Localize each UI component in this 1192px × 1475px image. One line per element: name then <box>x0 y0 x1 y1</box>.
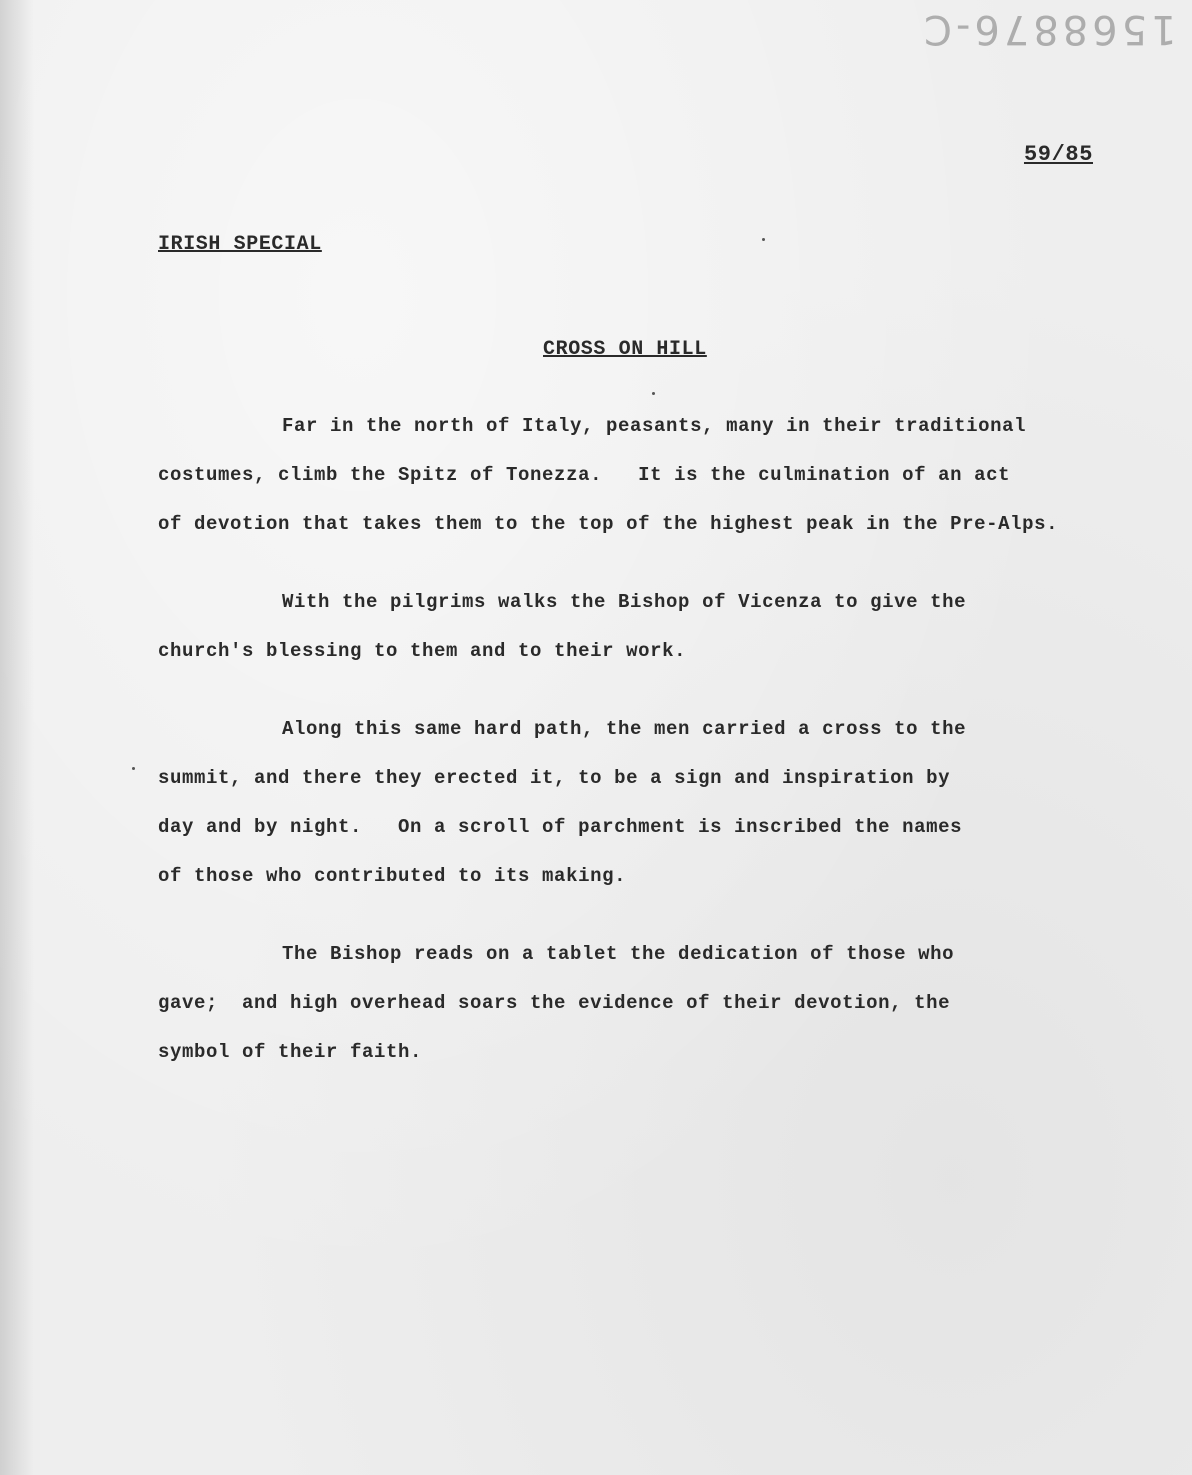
paragraph-line: With the pilgrims walks the Bishop of Vicenza to give the <box>282 591 967 613</box>
stray-dot <box>132 767 135 770</box>
page-reference: 59/85 <box>1023 142 1093 167</box>
paragraph-2 <box>158 578 966 676</box>
paragraph-line: of those who contributed to its making. <box>158 865 627 887</box>
paragraph-line: of devotion that takes them to the top of the highest peak in the Pre-Alps. <box>158 513 1059 535</box>
paragraph-line: costumes, climb the Spitz of Tonezza. It is the culmination of an act <box>158 464 1011 486</box>
paragraph-line: Far in the north of Italy, peasants, many in their traditional <box>282 415 1027 437</box>
paragraph-line: Along this same hard path, the men carried a cross to the <box>282 718 967 740</box>
page-edge-shadow <box>0 0 34 1475</box>
archive-number: 1568876-C <box>920 6 1177 52</box>
paragraph-line: gave; and high overhead soars the evidence of their devotion, the <box>158 992 951 1014</box>
stray-dot <box>652 392 655 395</box>
paragraph-line: The Bishop reads on a tablet the dedication of those who <box>282 943 955 965</box>
paragraph-1 <box>158 402 1058 549</box>
story-title: CROSS ON HILL <box>543 338 707 361</box>
paragraph-3 <box>158 705 966 901</box>
stray-dot <box>762 238 765 241</box>
paragraph-line: summit, and there they erected it, to be a sign and inspiration by <box>158 767 951 789</box>
paragraph-line: symbol of their faith. <box>158 1041 423 1063</box>
section-heading: IRISH SPECIAL <box>158 233 322 256</box>
paragraph-line: day and by night. On a scroll of parchment is inscribed the names <box>158 816 963 838</box>
paragraph-line: church's blessing to them and to their work. <box>158 640 687 662</box>
paragraph-4 <box>158 930 954 1077</box>
